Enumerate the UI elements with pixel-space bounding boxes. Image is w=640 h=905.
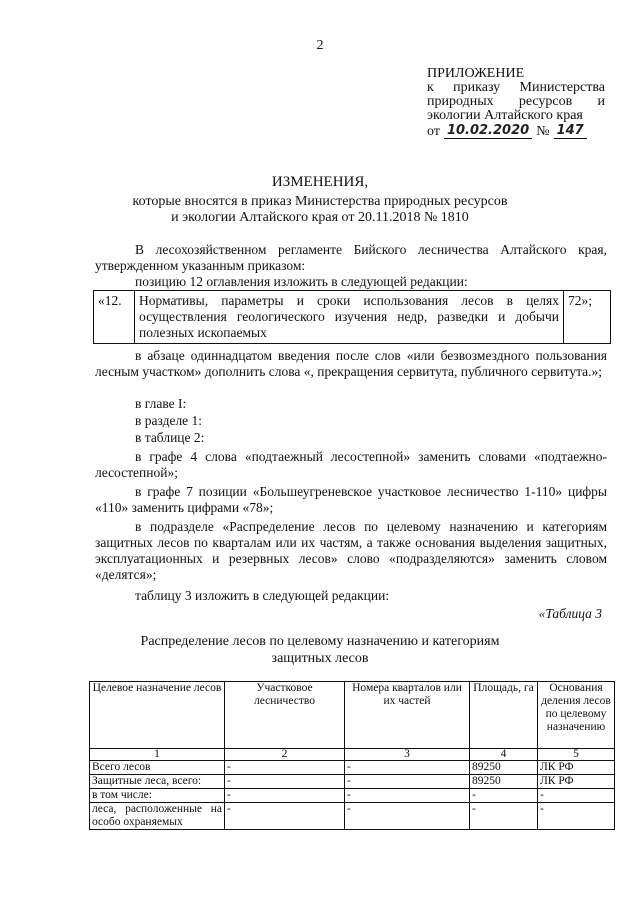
column-header: Номера кварталов или их частей — [345, 682, 470, 749]
page-number: 2 — [316, 38, 324, 53]
table-caption-1: Распределение лесов по целевому назначению и категориям — [140, 634, 500, 649]
paragraph: таблицу 3 изложить в следующей редакции: — [135, 588, 390, 603]
appendix-line1: к приказу Министерства — [427, 80, 605, 95]
table-cell: Защитные леса, всего: — [90, 775, 225, 789]
handwritten-date: 10.02.2020 — [444, 124, 532, 139]
column-header: Площадь, га — [470, 682, 538, 749]
doc-subtitle-1: которые вносятся в приказ Министерства природных ресурсов — [132, 194, 508, 209]
table-cell: - — [225, 775, 345, 789]
forest-distribution-table — [89, 681, 615, 830]
table-cell: Всего лесов — [90, 761, 225, 775]
paragraph: в таблице 2: — [135, 430, 205, 445]
table-row — [90, 761, 615, 775]
table-cell: - — [345, 803, 470, 830]
column-number: 3 — [345, 749, 470, 761]
table-cell: - — [225, 761, 345, 775]
table-cell: - — [225, 803, 345, 830]
paragraph: позицию 12 оглавления изложить в следующей редакции: — [135, 274, 468, 289]
table-header-row — [90, 682, 615, 749]
table-number-row — [90, 749, 615, 761]
doc-title: ИЗМЕНЕНИЯ, — [271, 174, 369, 190]
table-cell: в том числе: — [90, 789, 225, 803]
table-cell: леса, расположенные на особо охраняемых — [90, 803, 225, 830]
paragraph: в абзаце одиннадцатом введения после слов «или безвозмездного пользования лесным участком» дополнить слова «, прекращения сервитута, публичного сервитута.»; — [95, 348, 607, 379]
column-number: 1 — [90, 749, 225, 761]
table-cell: 89250 — [470, 761, 538, 775]
toc-text: Нормативы, параметры и сроки использования лесов в целях осуществления геологического изучения недр, разведки и добычи полезных ископаемых — [135, 291, 564, 344]
appendix-line3: экологии Алтайского края — [427, 108, 583, 123]
table-cell: - — [345, 775, 470, 789]
paragraph: в подразделе «Распределение лесов по целевому назначению и категориям защитных лесов по кварталам или их частям, а также основания выделения защитных, эксплуатационных и резервных лесов» слово «подразделяются» заменить словом «делятся»; — [95, 519, 607, 582]
doc-subtitle-2: и экологии Алтайского края от 20.11.2018 № 1810 — [171, 210, 469, 225]
paragraph: в разделе 1: — [135, 413, 203, 428]
table-cell: - — [225, 789, 345, 803]
table-cell: ЛК РФ — [538, 775, 615, 789]
table-row — [90, 789, 615, 803]
appendix-title: ПРИЛОЖЕНИЕ — [427, 66, 525, 81]
column-number: 4 — [470, 749, 538, 761]
table-cell: - — [345, 761, 470, 775]
column-header: Участковое лесничество — [225, 682, 345, 749]
table-cell: - — [470, 803, 538, 830]
appendix-block — [427, 67, 605, 139]
paragraph: В лесохозяйственном регламенте Бийского лесничества Алтайского края, утвержденном указанным приказом: — [95, 242, 607, 273]
paragraph: в главе I: — [135, 396, 187, 411]
handwritten-number: 147 — [554, 124, 587, 139]
table-cell: - — [538, 803, 615, 830]
table-cell: - — [538, 789, 615, 803]
table-caption-2: защитных лесов — [271, 651, 369, 666]
table-row — [90, 803, 615, 830]
toc-position-table — [93, 290, 611, 344]
appendix-line2: природных ресурсов и — [427, 94, 605, 109]
column-header: Основания деления лесов по целевому назначению — [538, 682, 615, 749]
table-row — [94, 291, 611, 344]
table-row — [90, 775, 615, 789]
paragraph: в графе 7 позиции «Большеугреневское участковое лесничество 1-110» цифры «110» заменить цифрами «78»; — [95, 484, 607, 515]
toc-number: «12. — [94, 291, 135, 344]
table-label: «Таблица 3 — [538, 606, 602, 621]
table-cell: - — [470, 789, 538, 803]
paragraph: в графе 4 слова «подтаежный лесостепной» заменить словами «подтаежно-лесостепной»; — [95, 449, 607, 480]
column-number: 5 — [538, 749, 615, 761]
appendix-date-line: от 10.02.2020 № 147 — [427, 124, 605, 139]
column-header: Целевое назначение лесов — [90, 682, 225, 749]
toc-page: 72»; — [564, 291, 611, 344]
column-number: 2 — [225, 749, 345, 761]
table-cell: 89250 — [470, 775, 538, 789]
table-cell: ЛК РФ — [538, 761, 615, 775]
table-cell: - — [345, 789, 470, 803]
